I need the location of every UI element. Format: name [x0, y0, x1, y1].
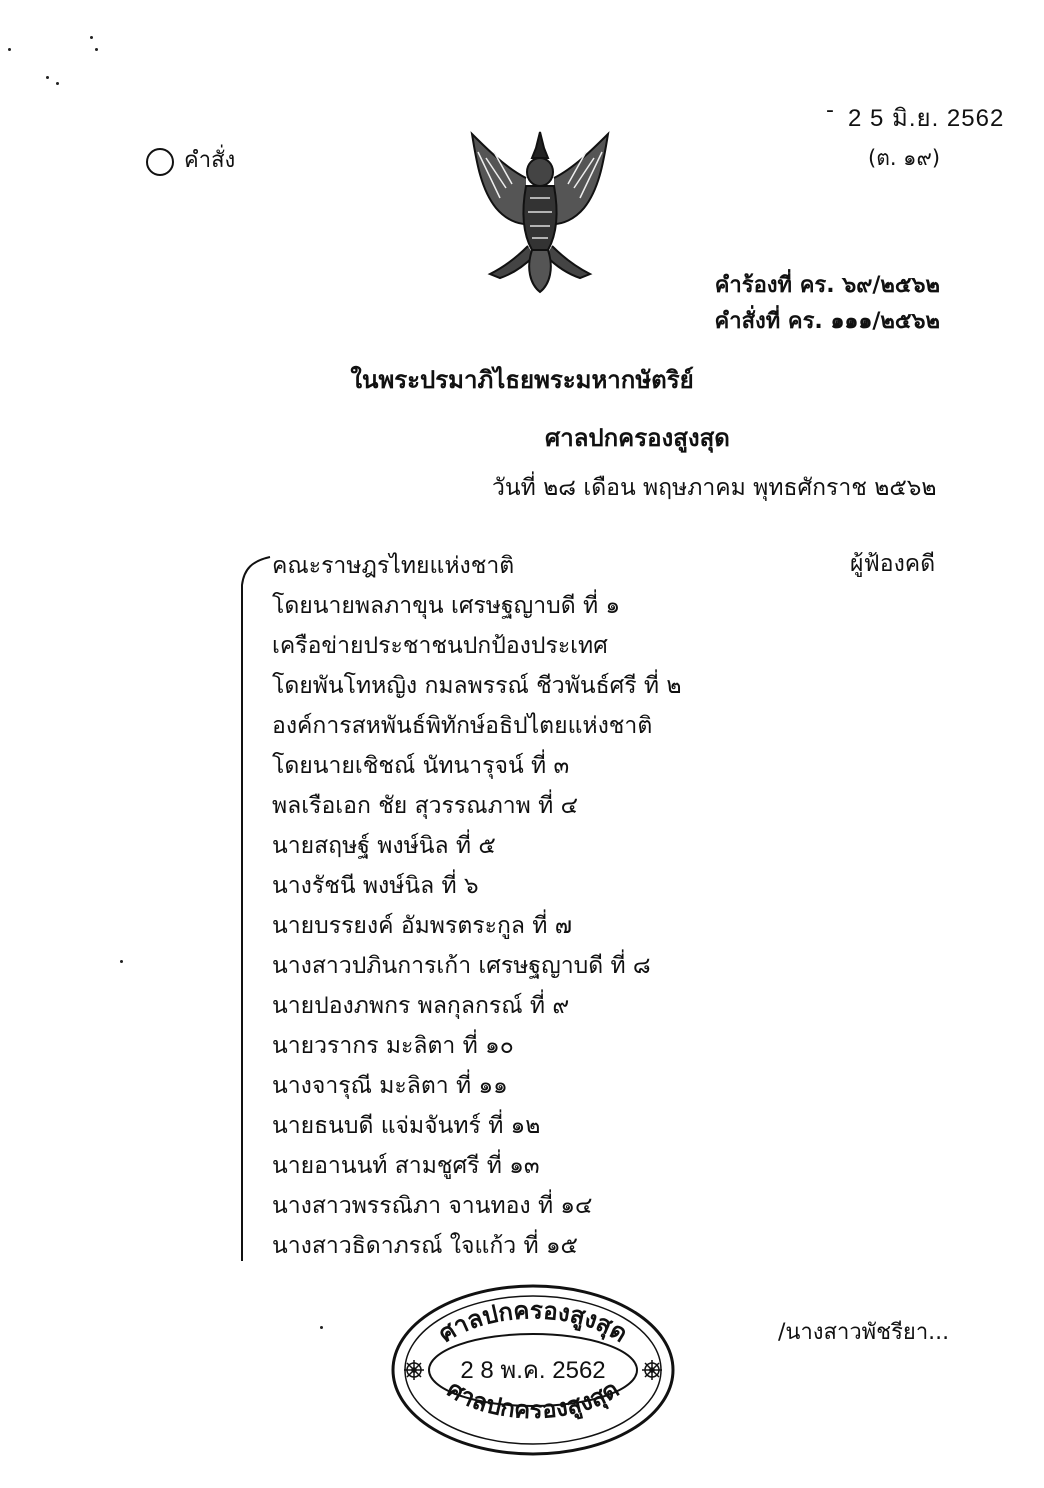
circle-icon — [146, 148, 174, 176]
plaintiff-role: ผู้ฟ้องคดี — [850, 551, 936, 577]
case-references — [710, 268, 940, 340]
scan-speck — [46, 76, 49, 79]
plaintiff-line: นางสาวธิดาภรณ์ ใจแก้ว ที่ ๑๕ — [272, 1233, 578, 1259]
received-date: 2 5 มิ.ย. 2562 — [848, 105, 1005, 132]
royal-heading: ในพระปรมาภิไธยพระมหากษัตริย์ — [350, 366, 694, 394]
court-name: ศาลปกครองสูงสุด — [545, 424, 730, 452]
scan-speck — [95, 48, 98, 51]
plaintiff-line: นายบรรยงค์ อัมพรตระกูล ที่ ๗ — [272, 913, 573, 939]
plaintiff-line: โดยนายเชิชณ์ นัทนารุจน์ ที่ ๓ — [272, 753, 570, 779]
seal-top-text: ศาลปกครองสูงสุด — [433, 1296, 633, 1348]
form-code: (ต. ๑๙) — [868, 146, 941, 170]
order-date: วันที่ ๒๘ เดือน พฤษภาคม พุทธศักราช ๒๕๖๒ — [492, 475, 937, 501]
plaintiff-line: นายธนบดี แจ่มจันทร์ ที่ ๑๒ — [272, 1113, 541, 1139]
plaintiff-line: นางสาวพรรณิภา จานทอง ที่ ๑๔ — [272, 1193, 593, 1219]
plaintiff-line: เครือข่ายประชาชนปกป้องประเทศ — [272, 633, 608, 659]
plaintiff-line: โดยพันโทหญิง กมลพรรณ์ ชีวพันธ์ศรี ที่ ๒ — [272, 673, 682, 699]
bracket-line — [236, 555, 276, 1265]
plaintiff-line: องค์การสหพันธ์พิทักษ์อธิปไตยแห่งชาติ — [272, 713, 653, 739]
plaintiff-line: นายสฤษฐ์ พงษ์นิล ที่ ๕ — [272, 833, 496, 859]
order-label: คำสั่ง — [184, 148, 236, 173]
plaintiff-line: นางรัชนี พงษ์นิล ที่ ๖ — [272, 873, 479, 899]
plaintiff-line: คณะราษฎรไทยแห่งชาติ — [272, 553, 515, 579]
scan-speck — [90, 36, 93, 39]
seal-bottom-text: ศาลปกครองสูงสุด — [442, 1374, 624, 1425]
case-number: คำร้องที่ คร. ๖๙/๒๕๖๒ — [714, 273, 940, 298]
plaintiff-list — [272, 546, 682, 1266]
plaintiff-line: นายอานนท์ สามชูศรี ที่ ๑๓ — [272, 1153, 540, 1179]
received-dash: - — [826, 98, 834, 123]
plaintiff-line: นายวรากร มะลิตา ที่ ๑๐ — [272, 1033, 514, 1059]
order-number: คำสั่งที่ คร. ๑๑๑/๒๕๖๒ — [714, 309, 940, 334]
scan-speck — [8, 48, 11, 51]
plaintiff-line: นางสาวปภินการเก้า เศรษฐญาบดี ที่ ๘ — [272, 953, 651, 979]
garuda-emblem-icon — [466, 128, 614, 296]
flower-ornament-icon — [642, 1360, 662, 1380]
plaintiff-line: พลเรือเอก ชัย สุวรรณภาพ ที่ ๔ — [272, 793, 579, 819]
court-seal-stamp — [388, 1282, 678, 1457]
svg-text:ศาลปกครองสูงสุด — [433, 1296, 632, 1348]
seal-date: 2 8 พ.ค. 2562 — [460, 1357, 606, 1384]
plaintiff-line: นายปองภพกร พลกุลกรณ์ ที่ ๙ — [272, 993, 570, 1019]
scan-speck — [56, 82, 59, 85]
flower-ornament-icon — [404, 1360, 424, 1380]
plaintiff-line: นางจารุณี มะลิตา ที่ ๑๑ — [272, 1073, 508, 1099]
plaintiff-line: โดยนายพลภาขุน เศรษฐญาบดี ที่ ๑ — [272, 593, 621, 619]
scan-speck — [320, 1326, 323, 1329]
scan-speck — [120, 960, 123, 963]
continuation-text: /นางสาวพัชรียา... — [778, 1320, 950, 1345]
